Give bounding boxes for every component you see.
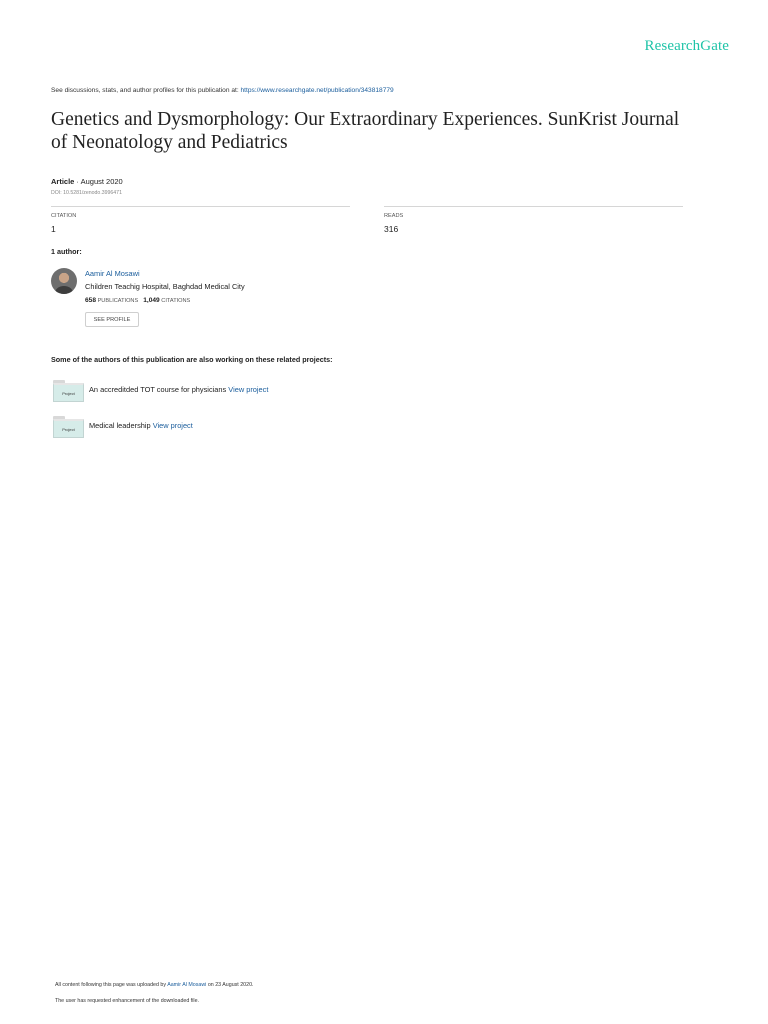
reads-value: 316: [384, 224, 399, 234]
meta-separator: ·: [74, 177, 81, 186]
upload-note: [55, 982, 253, 988]
project-name: An accreditded TOT course for physicians: [89, 385, 227, 394]
author-avatar[interactable]: [51, 268, 77, 294]
publications-label: PUBLICATIONS: [97, 298, 139, 304]
article-meta: [51, 177, 123, 186]
project-tag: Project: [53, 383, 84, 402]
researchgate-logo[interactable]: ResearchGate: [644, 38, 729, 54]
project-folder-icon[interactable]: [53, 380, 83, 400]
article-type: Article: [51, 177, 75, 186]
publication-title: Genetics and Dysmorphology: Our Extraordinary Experiences. SunKrist Journal of Neonatology and Pediatrics: [51, 109, 680, 153]
upload-prefix: All content following this page was uploaded by: [55, 982, 168, 988]
author-metrics: [85, 297, 190, 304]
enhancement-note: The user has requested enhancement of the downloaded file.: [55, 998, 199, 1004]
discussions-prefix: See discussions, stats, and author profiles for this publication at:: [51, 87, 241, 94]
view-project-link[interactable]: View project: [152, 421, 193, 430]
authors-heading: 1 author:: [51, 247, 82, 256]
article-date: August 2020: [80, 177, 123, 186]
discussions-line: [51, 87, 394, 94]
reads-label: READS: [384, 213, 404, 219]
project-text: [89, 385, 268, 394]
author-name-link[interactable]: Aamir Al Mosawi: [85, 269, 140, 278]
project-folder-icon[interactable]: [53, 416, 83, 436]
upload-suffix: on 23 August 2020.: [206, 982, 254, 988]
doi: DOI: 10.5281/zenodo.3996471: [51, 190, 122, 196]
related-projects-heading: Some of the authors of this publication are also working on these related projects:: [51, 355, 333, 364]
project-text: [89, 421, 193, 430]
citation-label: CITATION: [51, 213, 77, 219]
see-profile-button[interactable]: SEE PROFILE: [85, 312, 139, 327]
publication-url-link[interactable]: https://www.researchgate.net/publication/343818779: [240, 87, 394, 94]
citation-divider: [51, 206, 350, 207]
citations-label: CITATIONS: [161, 298, 191, 304]
citations-count: 1,049: [143, 297, 160, 304]
citation-value: 1: [51, 224, 56, 234]
author-affiliation: Children Teachig Hospital, Baghdad Medical City: [85, 282, 245, 291]
project-name: Medical leadership: [89, 421, 151, 430]
view-project-link[interactable]: View project: [228, 385, 269, 394]
publications-count: 658: [85, 297, 97, 304]
project-tag: Project: [53, 419, 84, 438]
uploader-link[interactable]: Aamir Al Mosawi: [167, 982, 207, 988]
reads-divider: [384, 206, 683, 207]
